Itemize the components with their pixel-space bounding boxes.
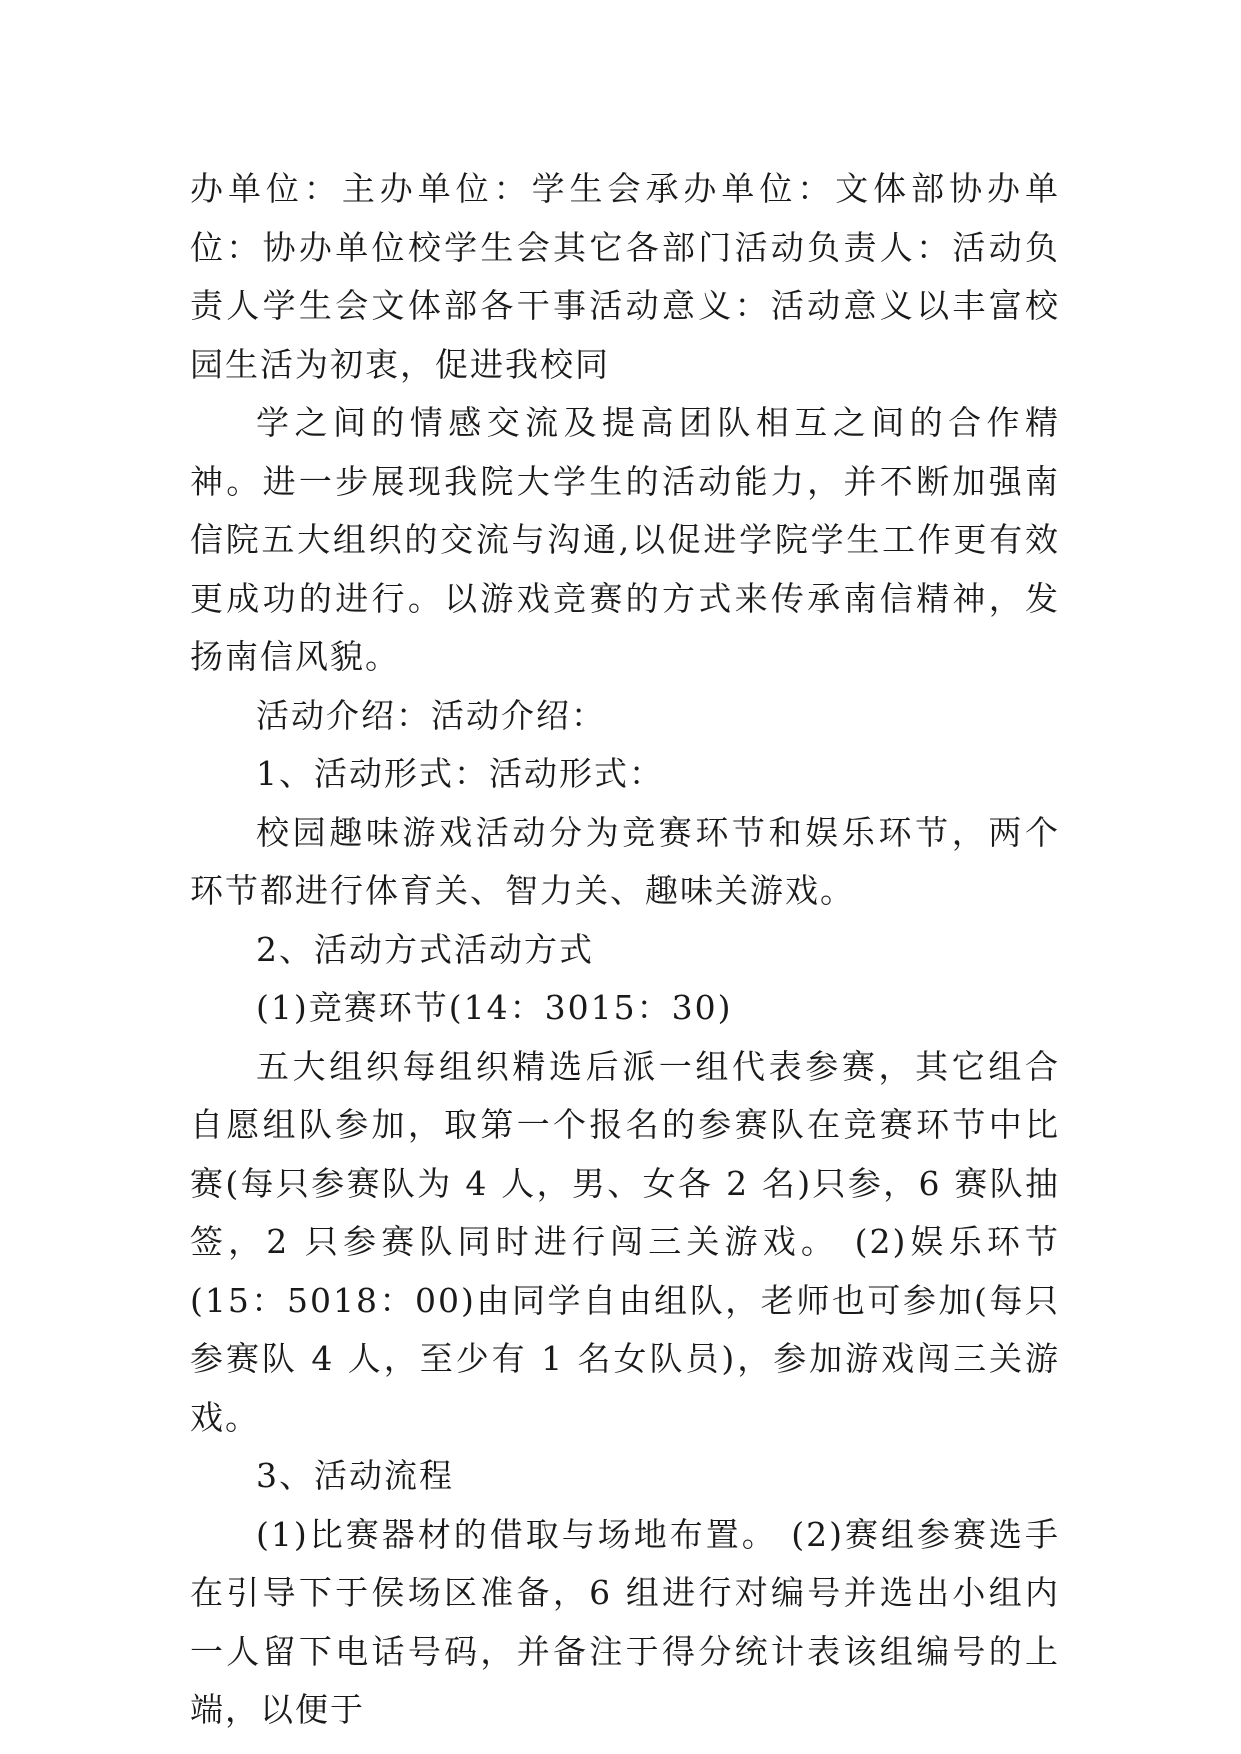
paragraph-significance: 学之间的情感交流及提高团队相互之间的合作精神。进一步展现我院大学生的活动能力，并不断加强南信院五大组织的交流与沟通,以促进学院学生工作更有效更成功的进行。以游戏竞赛的方式来传承南信精神，发扬南信风貌。 [190,403,1060,676]
paragraph-form-description: 校园趣味游戏活动分为竞赛环节和娱乐环节，两个环节都进行体育关、智力关、趣味关游戏。 [190,812,1060,910]
paragraph-intro-heading: 活动介绍：活动介绍： [256,695,606,735]
paragraph-process-steps: (1)比赛器材的借取与场地布置。 (2)赛组参赛选手在引导下于侯场区准备，6 组进行对编号并选出小组内一人留下电话号码，并备注于得分统计表该组编号的上端，以便于 [190,1514,1060,1729]
paragraph-form-heading: 1、活动形式：活动形式： [256,754,664,793]
paragraph-competition-stage: (1)竞赛环节(14：3015：30) [256,988,733,1027]
paragraph-method-heading: 2、活动方式活动方式 [256,929,594,969]
paragraph-competition-rules: 五大组织每组织精选后派一组代表参赛，其它组合自愿组队参加，取第一个报名的参赛队在竞赛环节中比赛(每只参赛队为 4 人，男、女各 2 名)只参，6 赛队抽签，2 只参赛队同时进行闯三关游戏。 (2)娱乐环节(15：5018：00)由同学自由组队，老师也可参加(每只参赛队 4 人，至少有 1 名女队员)，参加游戏闯三关游戏。 [190,1046,1060,1437]
paragraph-process-heading: 3、活动流程 [256,1456,454,1495]
paragraph-organizers: 办单位：主办单位：学生会承办单位：文体部协办单位：协办单位校学生会其它各部门活动负责人：活动负责人学生会文体部各干事活动意义：活动意义以丰富校园生活为初衷，促进我校同 [190,169,1060,384]
document-body [190,160,1060,1740]
